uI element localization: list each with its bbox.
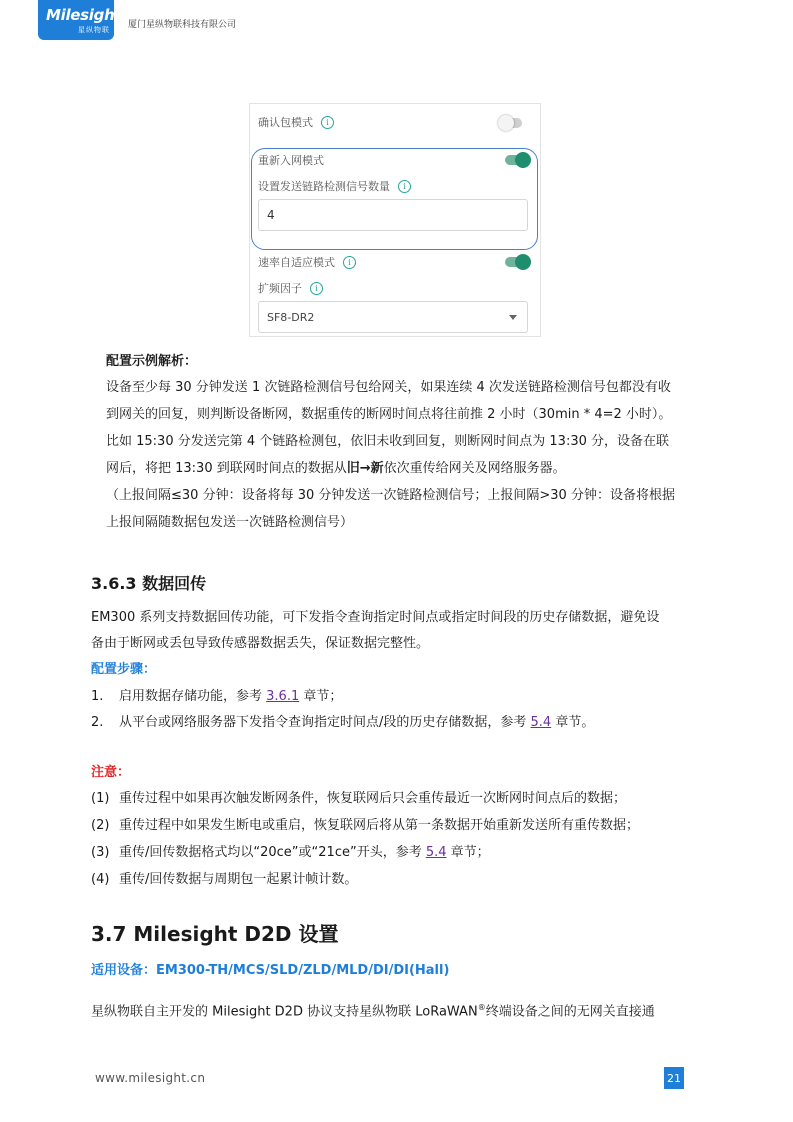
confirm-mode-label: 确认包模式 [258, 116, 313, 129]
adr-mode-toggle[interactable] [505, 257, 527, 267]
note-item: 重传过程中如果发生断电或重启，恢复联网后将从第一条数据开始重新发送所有重传数据； [119, 818, 640, 833]
paragraph-line: 星纵物联自主开发的 Milesight D2D 协议支持星纵物联 LoRaWAN®终端设备之间的无网关直接通 [91, 1003, 655, 1020]
link-check-count-label: 设置发送链路检测信号数量 [258, 180, 390, 193]
section-link[interactable]: 5.4 [530, 715, 552, 730]
rejoin-mode-label: 重新入网模式 [258, 154, 324, 167]
highlight-outline [251, 148, 538, 250]
milesight-logo [38, 0, 122, 40]
info-icon[interactable]: i [343, 256, 356, 269]
adr-mode-row [258, 254, 356, 270]
steps-title: 配置步骤： [91, 662, 157, 677]
spread-factor-row [258, 280, 323, 296]
example-line: 上报间隔随数据包发送一次链路检测信号） [106, 515, 354, 530]
step-number: 2. [91, 715, 104, 730]
example-line: 比如 15:30 分发送完第 4 个链路检测包，依旧未收到回复，则断网时间点为 13:30 分，设备在联 [106, 434, 669, 449]
adr-mode-label: 速率自适应模式 [258, 256, 335, 269]
confirm-mode-toggle[interactable] [500, 118, 522, 128]
example-line: 网后，将把 13:30 到联网时间点的数据从旧→新依次重传给网关及网络服务器。 [106, 461, 566, 476]
note-title: 注意： [91, 765, 131, 780]
confirm-mode-row [258, 114, 334, 130]
logo-subtext: 星纵物联 [78, 26, 110, 34]
spread-factor-select[interactable] [258, 301, 528, 333]
spread-factor-label: 扩频因子 [258, 282, 302, 295]
example-line: 设备至少每 30 分钟发送 1 次链路检测信号包给网关，如果连续 4 次发送链路检测信号包都没有收 [106, 380, 671, 395]
spread-factor-value: SF8-DR2 [267, 311, 315, 324]
link-check-count-input[interactable]: 4 [258, 199, 528, 231]
section-link[interactable]: 3.6.1 [266, 689, 300, 704]
info-icon[interactable]: i [398, 180, 411, 193]
applicable-devices: 适用设备：EM300-TH/MCS/SLD/ZLD/MLD/DI/DI(Hall) [91, 963, 450, 978]
info-icon[interactable]: i [321, 116, 334, 129]
example-line: （上报间隔≤30 分钟：设备将每 30 分钟发送一次链路检测信号；上报间隔>30 分钟：设备将根据 [106, 488, 675, 503]
example-line: 到网关的回复，则判断设备断网，数据重传的断网时间点将往前推 2 小时（30min * 4=2 小时）。 [106, 407, 672, 422]
note-item: 重传过程中如果再次触发断网条件，恢复联网后只会重传最近一次断网时间点后的数据； [119, 791, 627, 806]
section-heading: 3.7 Milesight D2D 设置 [91, 922, 339, 946]
emphasis: 旧→新 [346, 461, 384, 476]
example-title: 配置示例解析： [106, 354, 198, 369]
paragraph-line: EM300 系列支持数据回传功能，可下发指令查询指定时间点或指定时间段的历史存储数据，避免设 [91, 610, 660, 625]
page-number: 21 [664, 1067, 684, 1089]
note-number: (1) [91, 791, 110, 806]
paragraph-line: 备由于断网或丢包导致传感器数据丢失，保证数据完整性。 [91, 636, 430, 651]
step-item: 启用数据存储功能，参考 3.6.1 章节； [119, 689, 343, 704]
note-number: (3) [91, 845, 110, 860]
step-number: 1. [91, 689, 104, 704]
section-link[interactable]: 5.4 [425, 845, 447, 860]
section-heading: 3.6.3 数据回传 [91, 574, 207, 593]
company-name: 厦门星纵物联科技有限公司 [128, 20, 237, 30]
note-number: (4) [91, 872, 110, 887]
logo-text: Milesight [46, 6, 122, 24]
step-item: 从平台或网络服务器下发指令查询指定时间点/段的历史存储数据，参考 5.4 章节。 [119, 715, 595, 730]
note-item: 重传/回传数据格式均以“20ce”或“21ce”开头，参考 5.4 章节； [119, 845, 490, 860]
chevron-down-icon [509, 315, 517, 320]
info-icon[interactable]: i [310, 282, 323, 295]
note-number: (2) [91, 818, 110, 833]
footer-url: www.milesight.cn [95, 1071, 206, 1085]
note-item: 重传/回传数据与周期包一起累计帧计数。 [119, 872, 358, 887]
